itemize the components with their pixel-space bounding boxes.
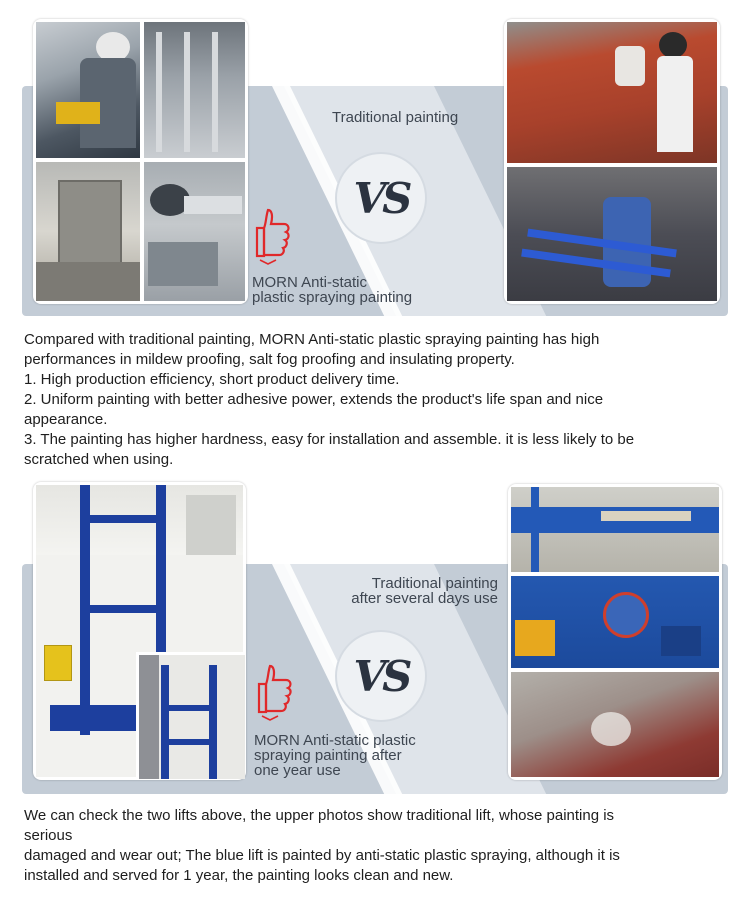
- traditional-painting-photo-collage: [504, 19, 720, 304]
- spray-booth-interior-photo: [36, 162, 140, 301]
- worker-painting-red-beam-photo: [507, 22, 717, 163]
- vs-text: VS: [353, 651, 409, 701]
- blue-lift-cage-photo: [136, 652, 245, 779]
- lift-comparison-description: We can check the two lifts above, the upper photos show traditional lift, whose painting is serious damaged and wear out; The blue lift is painted by anti-static plastic spraying, although it is installed and served for 1 year, the painting looks clean and new.: [24, 807, 620, 884]
- spray-equipment-photo: [144, 162, 245, 301]
- thumbs-up-icon: [256, 662, 296, 726]
- worn-blue-beam-photo: [511, 487, 719, 572]
- traditional-painting-after-days-label: Traditional painting after several days use: [351, 575, 498, 607]
- worn-lift-photo-collage: [508, 484, 722, 780]
- morn-anti-static-label: MORN Anti-static plastic spraying painting: [252, 274, 413, 306]
- spraying-booth-photo-collage: [33, 19, 248, 304]
- worker-spraying-blue-frame-photo: [507, 167, 717, 301]
- morn-anti-static-one-year-label: MORN Anti-static plastic spraying painting after one year use: [254, 732, 416, 779]
- vs-badge: [335, 630, 427, 722]
- blue-lift-photo-collage: [33, 482, 246, 780]
- vs-text: VS: [353, 173, 409, 223]
- vs-badge: [335, 152, 427, 244]
- thumbs-up-icon: [254, 206, 294, 270]
- comparison-description: Compared with traditional painting, MORN Anti-static plastic spraying painting has high performances in mildew proofing, salt fog proofing and insulating property. 1. High production efficiency, short product delivery time. 2. Uniform painting with better adhesive power, extends the product's life span and nice appearance. 3. The painting has higher hardness, easy for installation and assemble. it is less likely to be scratched when using.: [24, 331, 635, 468]
- worn-red-surface-photo: [511, 672, 719, 777]
- worn-lift-motor-photo: [511, 576, 719, 668]
- worker-spray-gun-photo: [36, 22, 140, 158]
- traditional-painting-label: Traditional painting: [332, 109, 459, 126]
- booth-rack-photo: [144, 22, 245, 158]
